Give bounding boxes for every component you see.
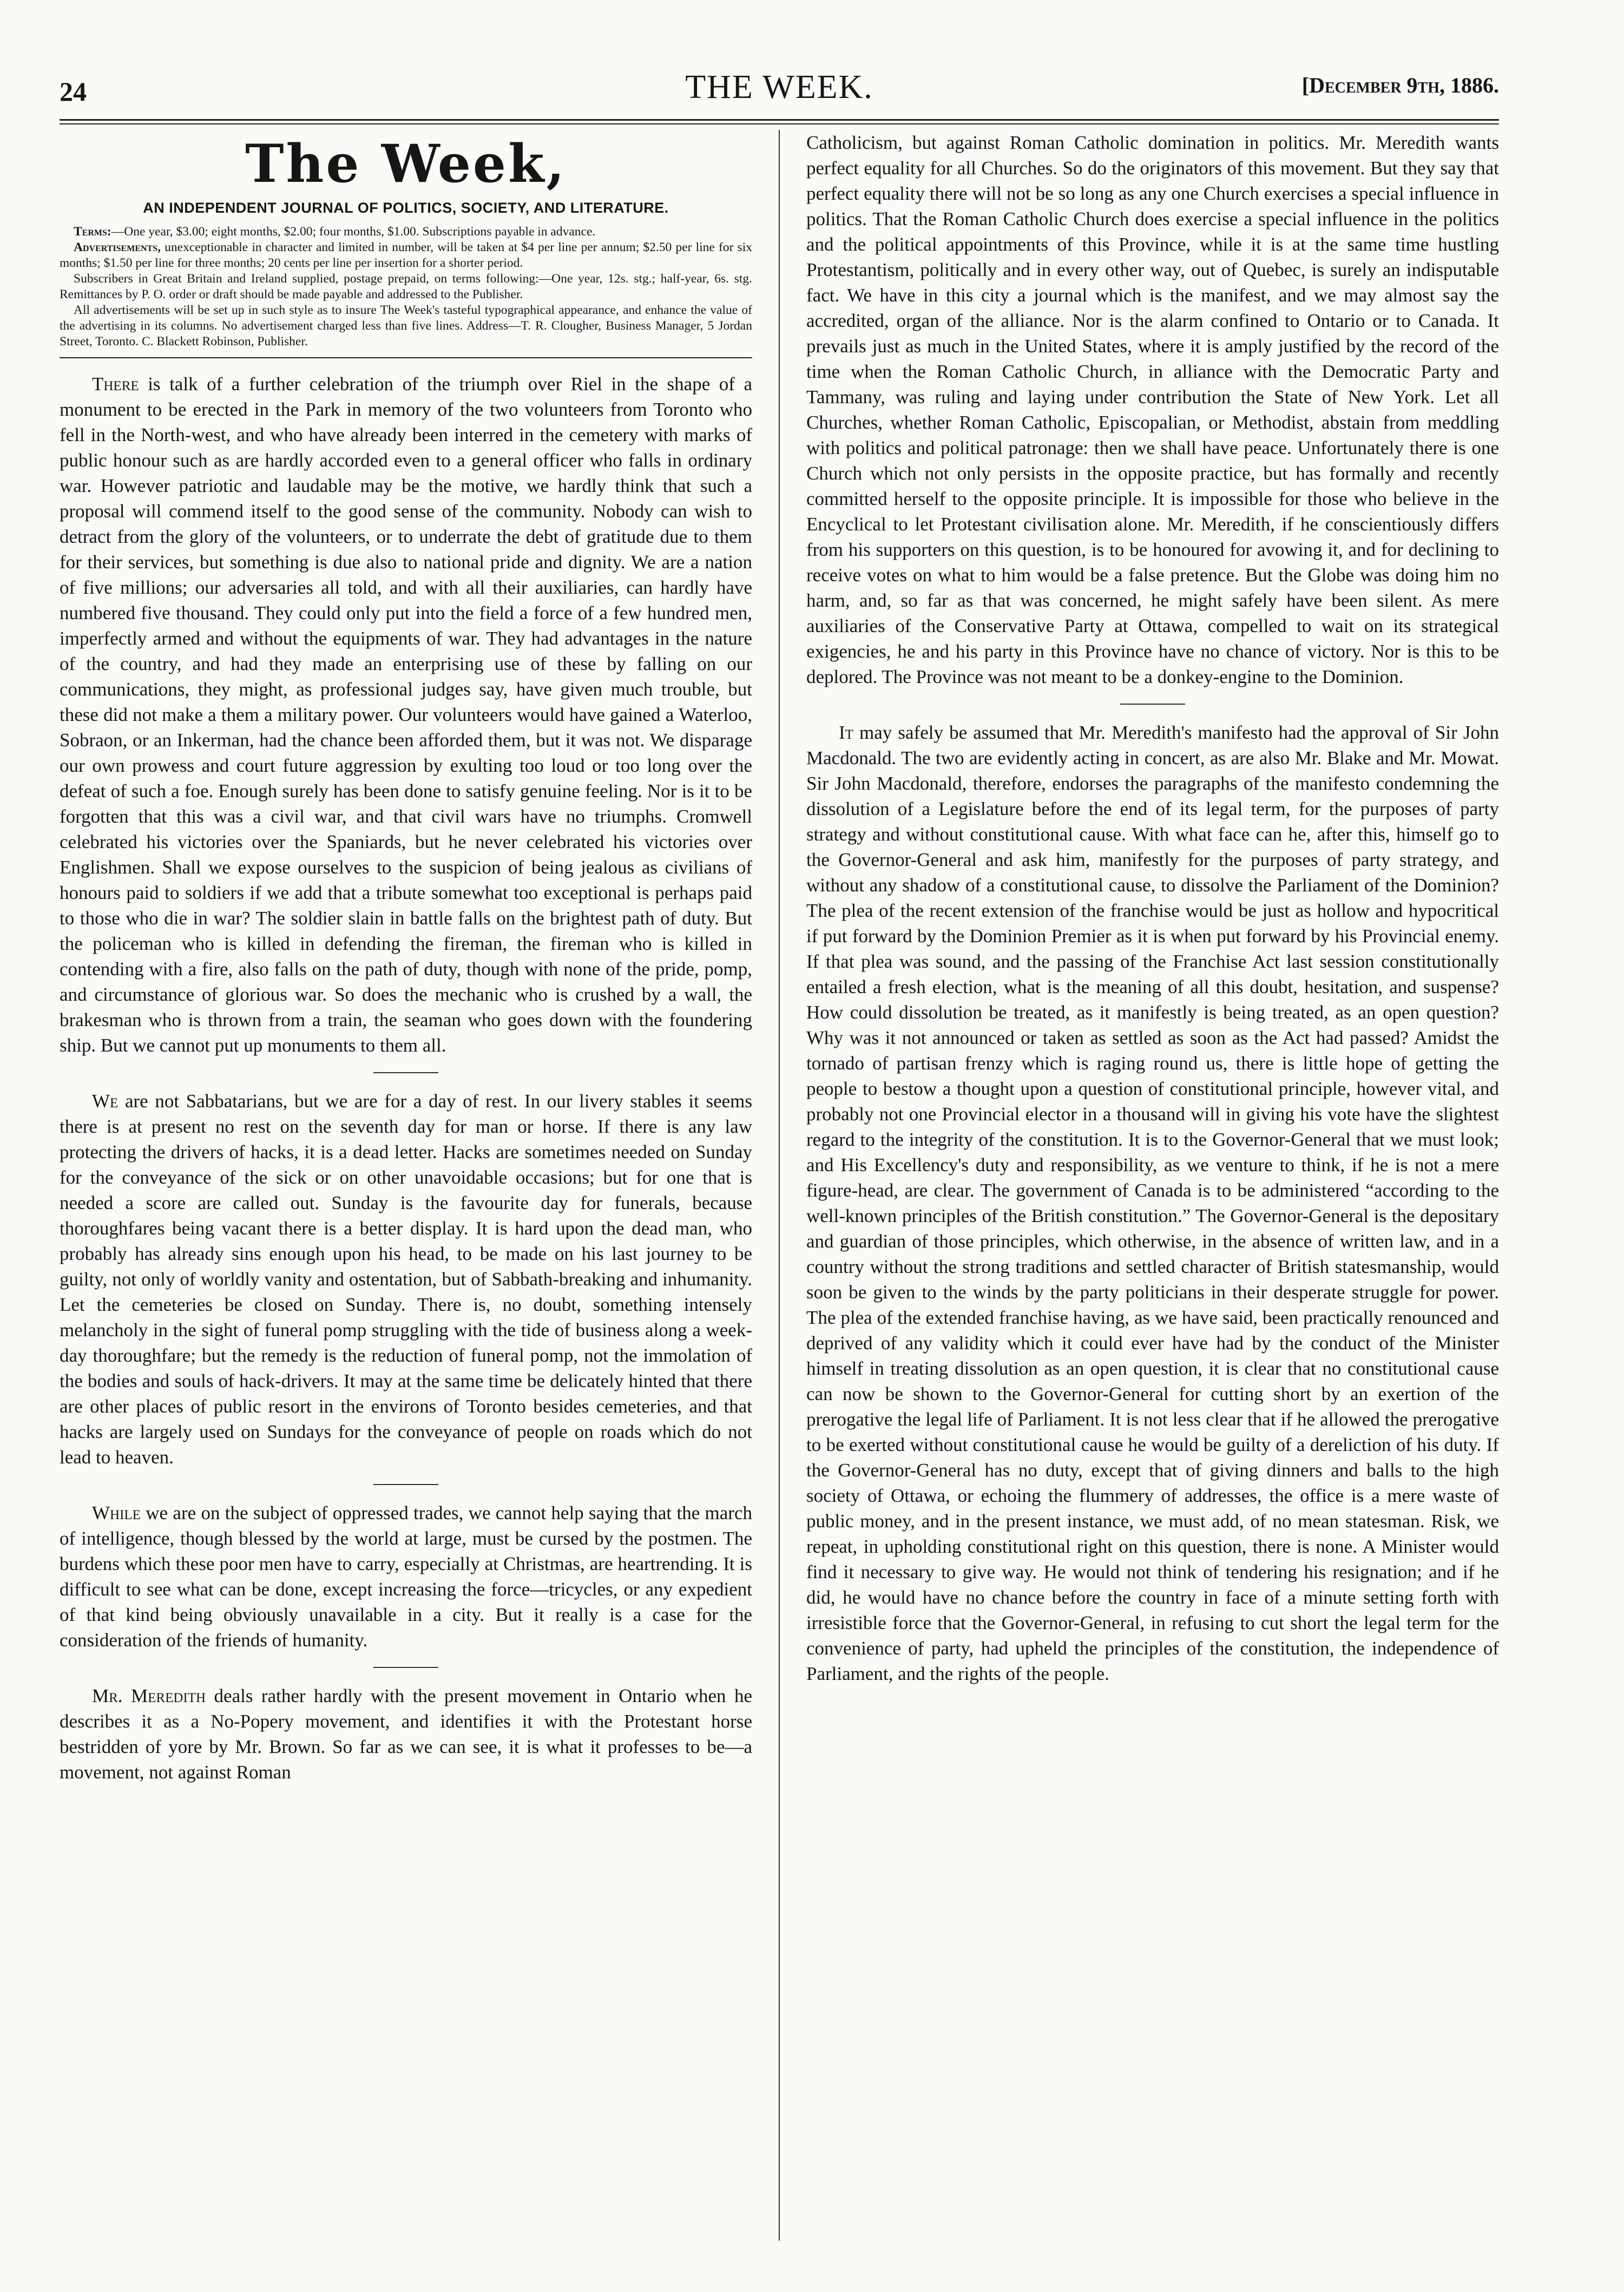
paragraph-text: is talk of a further celebration of the triumph over Riel in the shape of a monument to be erected in the Park in memory of the two volunteers from Toronto who fell in the North-west, and who have already been interred in the cemetery with marks of public honour such as are hardly accorded even to a general officer who falls in ordinary war. However patriotic and laudable may be the motive, we hardly think that such a proposal will commend itself to the good sense of the community. Nobody can wish to detract from the glory of the volunteers, or to underrate the debt of gratitude due to them for their services, but something is due also to national pride and dignity. We are a nation of five millions; our adversaries all told, and with all their auxiliaries, can hardly have numbered five thousand. They could only put into the field a force of a few hundred men, imperfectly armed and without the equipments of war. They had advantages in the nature of the country, and had they made an enterprising use of these by falling on our communications, they might, as professional judges say, have given much trouble, but these did not make a them a military power. Our volunteers would have gained a Waterloo, Sobraon, or an Inkerman, had the chance been afforded them, but it was not. We disparage our own prowess and court future aggression by exulting too loud or too long over the defeat of such a foe. Enough surely has been done to satisfy genuine feeling. Nor is it to be forgotten that this was a civil war, and that civil wars have no triumphs. Cromwell celebrated his victories over the Spaniards, but he never celebrated his victories over Englishmen. Shall we expose ourselves to the suspicion of being jealous as civilians of honours paid to soldiers if we add that a tribute somewhat too exceptional is perhaps paid to those who die in war? The soldier slain in battle falls on the brightest path of duty. But the policeman who is killed in defending the fireman, the fireman who is killed in contending with a fire, also falls on the path of duty, though with none of the pride, pomp, and circumstance of glorious war. So does the mechanic who is crushed by a wall, the brakesman who is thrown from a train, the seaman who goes down with the foundering ship. But we cannot put up monuments to them all. <box>60 373 752 1056</box>
paragraph-postmen <box>60 1500 752 1653</box>
running-header <box>60 60 1499 119</box>
left-articles <box>60 371 752 1785</box>
masthead-title: The Week, <box>245 133 567 194</box>
terms-text: All advertisements will be set up in such style as to insure The Week's tasteful typographical appearance, and enhance the value of the advertising in its columns. No advertisement charged less than five lines. Address—T. R. Clougher, Business Manager, 5 Jordan Street, Toronto. C. Blackett Robinson, Publisher. <box>60 303 752 349</box>
terms-label: Terms: <box>74 225 111 239</box>
paragraph-riel-monument <box>60 371 752 1058</box>
lead-word: We <box>92 1091 119 1112</box>
lead-word: Mr. Meredith <box>92 1685 206 1706</box>
section-separator <box>373 1667 438 1668</box>
page-number: 24 <box>60 76 87 107</box>
two-column-body <box>60 130 1499 2241</box>
left-column <box>60 130 752 1785</box>
lead-word: It <box>839 722 853 743</box>
terms-text: unexceptionable in character and limited in number, will be taken at $4 per line per annum; $2.50 per line for six months; $1.50 per line for three months; 20 cents per line per insertion for a shorter period. <box>60 240 752 270</box>
paragraph-text: are not Sabbatarians, but we are for a day of rest. In our livery stables it seems there is at present no rest on the seventh day for man or horse. If there is any law protecting the drivers of hacks, it is a dead letter. Hacks are sometimes needed on Sunday for the conveyance of the sick or on other unavoidable occasions; but for one that is needed a score are called out. Sunday is the favourite day for funerals, because thoroughfares being vacant there is a better display. It is hard upon the dead man, who probably has already sins enough upon his head, to be made on his last journey to be guilty, not only of worldly vanity and ostentation, but of Sabbath-breaking and inhumanity. Let the cemeteries be closed on Sunday. There is, no doubt, something intensely melancholy in the sight of funeral pomp struggling with the tide of business along a week-day thoroughfare; but the remedy is the reduction of funeral pomp, not the immolation of the bodies and souls of hack-drivers. It may at the same time be delicately hinted that there are other places of public resort in the environs of Toronto besides cemeteries, and that hacks are largely used on Sundays for the conveyance of people on roads which do not lead to heaven. <box>60 1091 752 1468</box>
section-separator <box>1120 704 1185 705</box>
running-title: THE WEEK. <box>685 69 873 106</box>
paragraph-meredith <box>60 1683 752 1785</box>
terms-line <box>60 271 752 303</box>
terms-text: —One year, $3.00; eight months, $2.00; four months, $1.00. Subscriptions payable in advance. <box>111 225 596 239</box>
header-rule <box>60 119 1499 124</box>
paragraph-continued <box>806 130 1499 689</box>
paragraph-text: may safely be assumed that Mr. Meredith's manifesto had the approval of Sir John Macdonald. The two are evidently acting in concert, as are also Mr. Blake and Mr. Mowat. Sir John Macdonald, therefore, endorses the paragraphs of the manifesto condemning the dissolution of a Legislature before the end of its legal term, for the purposes of party strategy and without constitutional cause. With what face can he, after this, himself go to the Governor-General and ask him, manifestly for the purposes of party strategy, and without any shadow of a constitutional cause, to dissolve the Parliament of the Dominion? The plea of the recent extension of the franchise would be just as hollow and hypocritical if put forward by the Dominion Premier as it is when put forward by his Provincial enemy. If that plea was sound, and the passing of the Franchise Act last session constitutionally entailed a fresh election, what is the meaning of all this doubt, hesitation, and suspense? How could dissolution be treated, as it manifestly is being treated, as an open question? Why was it not announced or taken as settled as soon as the Act had passed? Amidst the tornado of partisan frenzy which is raging round us, there is little hope of getting the people to bestow a thought upon a question of constitutional principle, however vital, and probably not one Provincial elector in a thousand will in giving his vote have the slightest regard to the integrity of the constitution. It is to the Governor-General that we must look; and His Excellency's duty and responsibility, as we venture to think, if he is not a mere figure-head, are clear. The government of Canada is to be administered “according to the well-known principles of the British constitution.” The Governor-General is the depositary and guardian of those principles, which otherwise, in the absence of written law, and in a country without the strong traditions and settled character of British statesmanship, would soon be given to the winds by the party politicians in their desperate struggle for power. The plea of the extended franchise having, as we have said, been practically renounced and deprived of any validity which it could ever have had by the conduct of the Minister himself in treating dissolution as an open question, it is clear that no constitutional cause can now be shown to the Governor-General for cutting short by an exertion of the prerogative the legal life of Parliament. It is not less clear that if he allowed the prerogative to be exerted without constitutional cause he would be guilty of a dereliction of his duty. If the Governor-General has no duty, except that of giving dinners and balls to the high society of Ottawa, or echoing the flummery of addresses, the office is a mere waste of public money, and in the present instance, we must add, of no mean statesman. Risk, we repeat, in upholding constitutional right on this question, there is none. A Minister would find it necessary to give way. He would not think of tendering his resignation; and if he did, he would have no chance before the country in face of a minute setting forth with irresistible force that the Governor-General, in refusing to cut short the legal term for the convenience of party, had upheld the principles of the constitution, the independence of Parliament, and the rights of the people. <box>806 722 1499 1684</box>
lead-word: There <box>92 373 139 395</box>
terms-line <box>60 240 752 271</box>
column-divider <box>779 130 780 2241</box>
paragraph-day-of-rest <box>60 1088 752 1470</box>
lead-word: While <box>92 1502 141 1523</box>
paragraph-text: we are on the subject of oppressed trades, we cannot help saying that the march of intelligence, though blessed by the world at large, must be cursed by the postmen. The burdens which these poor men have to carry, especially at Christmas, are heartrending. It is difficult to see what can be done, except increasing the force—tricycles, or any expedient of that kind being obviously unavailable in a city. But it really is a case for the consideration of the friends of humanity. <box>60 1502 752 1651</box>
terms-label: Advertisements, <box>74 240 161 254</box>
newspaper-page <box>60 60 1499 2251</box>
terms-line <box>60 303 752 350</box>
section-separator <box>373 1484 438 1485</box>
right-column <box>806 130 1499 1686</box>
masthead-subtitle: AN INDEPENDENT JOURNAL OF POLITICS, SOCIETY, AND LITERATURE. <box>143 200 669 216</box>
terms-line <box>60 224 752 240</box>
masthead-rule <box>60 357 752 358</box>
paragraph-text: deals rather hardly with the present movement in Ontario when he describes it as a No-Popery movement, and identifies it with the Protestant horse bestridden of yore by Mr. Brown. So far as we can see, it is what it professes to be—a movement, not against Roman <box>60 1685 752 1783</box>
section-separator <box>373 1072 438 1073</box>
paragraph-text: Catholicism, but against Roman Catholic domination in politics. Mr. Meredith wants perfect equality for all Churches. So do the originators of this movement. But they say that perfect equality there will not be so long as any one Church exercises a special influence in politics. That the Roman Catholic Church does exercise a special influence in the politics and the political appointments of this Province, while it is at the same time hustling Protestantism, politically and in every other way, out of Quebec, is surely an indisputable fact. We have in this city a journal which is the manifest, and we may almost say the accredited, organ of the alliance. Nor is the alarm confined to Ontario or to Canada. It prevails just as much in the United States, where it is amply justified by the record of the time when the Roman Catholic Church, in alliance with the Democratic Party and Tammany, was ruling and laying under contribution the State of New York. Let all Churches, whether Roman Catholic, Episcopalian, or Methodist, abstain from meddling with politics and political patronage: then we shall have peace. Unfortunately there is one Church which not only persists in the opposite practice, but has formally and recently committed herself to the opposite principle. It is impossible for those who believe in the Encyclical to let Protestant civilisation alone. Mr. Meredith, if he conscientiously differs from his supporters on this question, is to be honoured for avowing it, and for declining to receive votes on what to him would be a false pretence. But the Globe was doing him no harm, and, so far as that was concerned, he might safely have been silent. As mere auxiliaries of the Conservative Party at Ottawa, compelled to wait on its strategical exigencies, he and his party in this Province have no chance of victory. Nor is this to be deplored. The Province was not meant to be a donkey-engine to the Dominion. <box>806 132 1499 687</box>
masthead <box>60 133 752 216</box>
issue-date: [December 9th, 1886. <box>1301 73 1499 97</box>
paragraph-manifesto <box>806 720 1499 1686</box>
subscription-terms <box>60 224 752 350</box>
right-articles <box>806 130 1499 1686</box>
terms-text: Subscribers in Great Britain and Ireland supplied, postage prepaid, on terms following:—One year, 12s. stg.; half-year, 6s. stg. Remittances by P. O. order or draft should be made payable and addressed to the Publisher. <box>60 272 752 301</box>
